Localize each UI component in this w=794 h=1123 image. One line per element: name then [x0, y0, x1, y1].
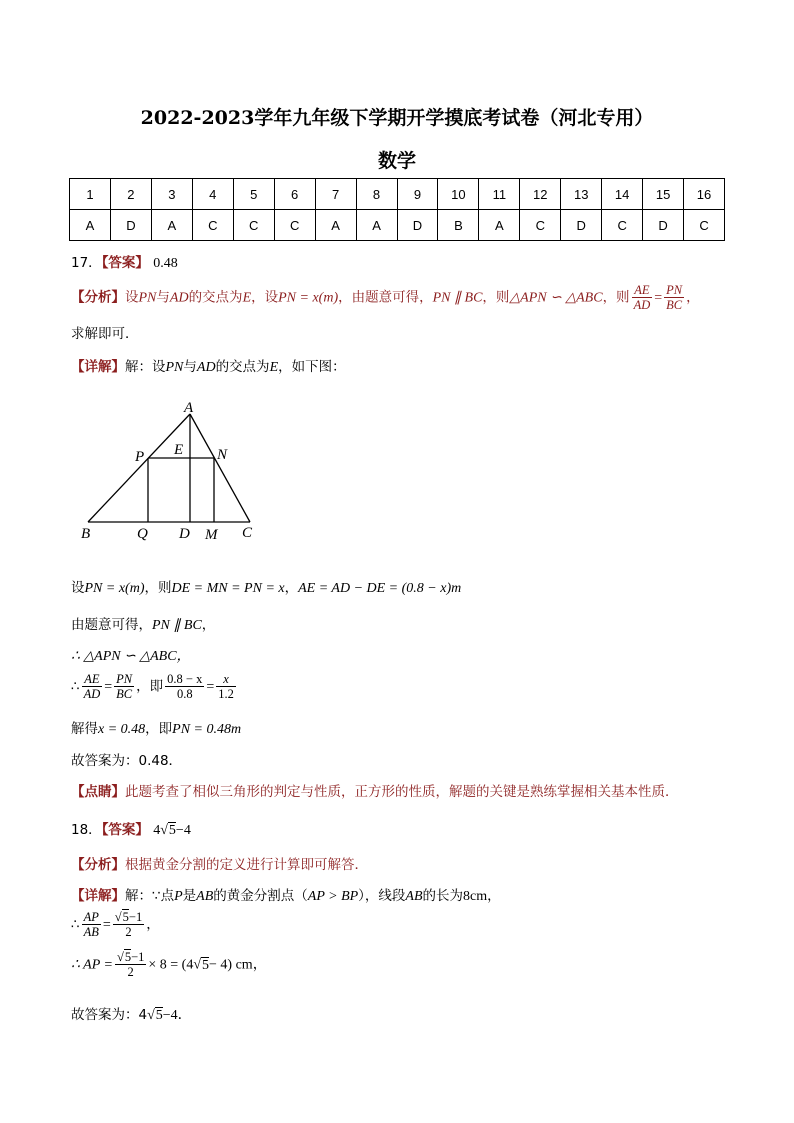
q17-final: 故答案为：0.48．: [71, 753, 183, 769]
math-pn-eq: PN = x(m): [278, 290, 339, 306]
q18-detail-text: ，: [487, 888, 501, 904]
q17-step-text: 由题意可得，: [71, 617, 152, 633]
q17-answer-tag: 【答案】: [101, 255, 149, 271]
answer-cell: C: [274, 210, 315, 241]
question-number-cell: 12: [520, 179, 561, 210]
q17-detail-tag: 【详解】: [71, 359, 125, 375]
q17-detail-text: ，如下图：: [278, 359, 346, 375]
question-number-cell: 6: [274, 179, 315, 210]
sqrt-radicand: 5: [122, 910, 129, 924]
q17-step2: [71, 613, 215, 634]
q18-detail-tag: 【详解】: [71, 888, 125, 904]
q17-point-text: 此题考查了相似三角形的判定与性质，正方形的性质，解题的关键是熟练掌握相关基本性质．: [125, 784, 679, 800]
answer-cell: C: [233, 210, 274, 241]
triangle-figure: [70, 392, 270, 552]
question-number-cell: 13: [561, 179, 602, 210]
question-number-cell: 16: [684, 179, 725, 210]
math-expression: ∴ AP =: [71, 957, 113, 973]
fraction: [114, 672, 134, 701]
q17-answer-line: [71, 251, 178, 272]
fraction-numerator: x: [216, 672, 236, 687]
q18-detail-text: 解：∵点: [125, 888, 175, 904]
q17-detail-text: 解：设: [125, 359, 166, 375]
q18-number: 18．: [71, 822, 102, 838]
fraction-numerator: 0.8 − x: [167, 672, 203, 686]
answer-table-answer-row: [70, 210, 725, 241]
q17-step-text: ，: [201, 617, 216, 633]
subject-title: 数学: [377, 150, 416, 172]
q17-step-text: 解得: [71, 721, 98, 737]
label-a: A: [184, 400, 194, 416]
answer-cell: A: [70, 210, 111, 241]
q17-analysis-line: 【分析】设PN与AD的交点为E，设PN = x(m)，由题意可得，PN ∥ BC，则△APN ∽ △ABC，则 $\frac{AE}{AD}$ = $\frac{PN}{BC}$ ，: [71, 283, 700, 312]
answer-cell: D: [561, 210, 602, 241]
fraction: [216, 672, 236, 701]
fraction-denominator: 2: [127, 965, 134, 979]
q18-detail-text: 的黄金分割点（: [213, 888, 308, 904]
math-expression: × 8 = (4: [148, 957, 194, 973]
q17-answer-value: 0.48: [153, 256, 178, 271]
math-pn: PN: [165, 360, 184, 375]
fraction-numerator: AE: [632, 283, 653, 298]
math-expression: DE = MN = PN = x: [171, 581, 285, 596]
q17-step5: [71, 717, 241, 738]
q18-detail-text: ），线段: [358, 888, 406, 904]
q17-step4: ∴ $\frac{AE}{AD}$ = $\frac{PN}{BC}$ ，即 $\frac{0.8 - x}{0.8}$ = $\frac{x}{1.2}$: [71, 672, 234, 701]
answer-table: [69, 178, 725, 241]
q18-final: 故答案为：4√5−4．: [71, 1007, 192, 1023]
q17-step-text: ，即: [136, 678, 164, 695]
fraction-numerator: PN: [666, 283, 683, 297]
figure-lines: [88, 414, 250, 522]
math-expression: AE = AD − DE = (0.8 − x)m: [298, 581, 462, 596]
q17-detail-text: 的交点为: [215, 359, 270, 375]
fraction: $\frac{√5-1}{2}$: [114, 910, 143, 939]
q17-detail-line: [71, 355, 346, 376]
question-number-cell: 2: [110, 179, 151, 210]
q17-analysis-text: 的交点为: [188, 289, 243, 306]
label-q: Q: [137, 526, 148, 542]
label-c: C: [242, 525, 253, 541]
label-b: B: [81, 526, 91, 542]
q17-analysis-text: ，则: [482, 289, 510, 306]
answer-cell: C: [602, 210, 643, 241]
sqrt-radicand: 5: [155, 1008, 163, 1023]
fraction: [82, 672, 103, 701]
label-m: M: [205, 527, 218, 543]
fraction-numerator-tail: −1: [128, 910, 143, 924]
answer-cell: C: [192, 210, 233, 241]
fraction-denominator: AD: [83, 687, 101, 701]
math-expression: PN = 0.48m: [172, 722, 242, 737]
math-condition: AP > BP: [307, 889, 359, 904]
math-expression: PN = x(m): [84, 581, 145, 596]
fraction-denominator: BC: [666, 298, 683, 312]
label-p: P: [135, 449, 145, 465]
fraction-denominator: AD: [633, 298, 651, 312]
q18-answer-value: −4: [175, 823, 191, 838]
math-expression: x = 0.48: [98, 722, 146, 737]
q17-step-text: 设: [71, 580, 85, 596]
q17-analysis-text: 设: [125, 289, 139, 306]
q17-number: 17．: [71, 255, 102, 271]
math-parallel: PN ∥ BC: [432, 290, 483, 306]
math-ab: AB: [405, 889, 423, 904]
label-e: E: [174, 442, 184, 458]
q17-point-tag: 【点睛】: [71, 784, 125, 800]
answer-cell: B: [438, 210, 479, 241]
answer-cell: C: [520, 210, 561, 241]
q18-answer-line: 18．【答案】 4√5−4: [71, 822, 191, 838]
q17-detail-text: 与: [183, 359, 197, 375]
sqrt-radicand: 5: [168, 823, 176, 838]
side-ab: [88, 414, 190, 522]
math-ab: AB: [196, 889, 214, 904]
q17-point-line: [71, 780, 679, 800]
math-p: P: [174, 889, 183, 904]
q18-analysis-text: 根据黄金分割的定义进行计算即可解答．: [125, 857, 368, 873]
fraction-denominator: AB: [83, 925, 99, 939]
question-number-cell: 8: [356, 179, 397, 210]
q18-final-text: 故答案为：4: [71, 1007, 148, 1023]
q17-step-text: ，即: [145, 721, 173, 737]
question-number-cell: 14: [602, 179, 643, 210]
sqrt-radicand: 5: [202, 957, 210, 973]
math-e: E: [269, 360, 279, 375]
page-title: 2022-2023学年九年级下学期开学摸底考试卷（河北专用）: [140, 107, 654, 129]
therefore-symbol: ∴: [71, 916, 80, 933]
answer-cell: A: [356, 210, 397, 241]
answer-cell: C: [684, 210, 725, 241]
q17-step-text: ，: [284, 580, 299, 596]
q18-step2: ∴ AP = $\frac{√5-1}{2}$ × 8 = (4√5− 4) cm，: [71, 950, 267, 979]
question-number-cell: 4: [192, 179, 233, 210]
fraction-denominator: 1.2: [218, 687, 234, 701]
q18-final-text: −4．: [162, 1008, 192, 1023]
math-ad: AD: [196, 360, 216, 375]
math-pn: PN: [138, 290, 157, 306]
label-d: D: [179, 526, 190, 542]
sqrt-radicand: 5: [124, 950, 132, 964]
fraction-numerator: AP: [83, 910, 99, 924]
q17-step1: [71, 576, 461, 597]
question-number-cell: 1: [70, 179, 111, 210]
q17-analysis-text: ，则: [602, 289, 630, 306]
q18-answer-value: 4: [153, 823, 161, 838]
fraction: $\frac{√5-1}{2}$: [116, 950, 145, 979]
fraction-denominator: BC: [116, 687, 133, 701]
answer-cell: A: [479, 210, 520, 241]
answer-cell: A: [315, 210, 356, 241]
q17-step3: ∴ △APN ∽ △ABC，: [71, 649, 191, 664]
fraction: [632, 283, 653, 312]
q18-step1: ∴ $\frac{AP}{AB}$ = $\frac{√5-1}{2}$ ，: [71, 910, 160, 939]
math-e: E: [242, 290, 252, 306]
fraction-denominator: 0.8: [176, 687, 193, 701]
fraction-numerator: AE: [82, 672, 103, 687]
question-number-cell: 10: [438, 179, 479, 210]
math-expression: − 4) cm，: [209, 957, 267, 973]
math-similar: △APN ∽ △ABC: [509, 290, 603, 306]
q18-answer-tag: 【答案】: [101, 822, 149, 838]
q17-analysis-text: ，: [686, 289, 700, 306]
question-number-cell: 9: [397, 179, 438, 210]
question-number-cell: 7: [315, 179, 356, 210]
q17-analysis-text: ，由题意可得，: [338, 289, 433, 306]
fraction: [165, 672, 204, 701]
answer-cell: A: [151, 210, 192, 241]
answer-cell: D: [397, 210, 438, 241]
q18-detail-line: [71, 884, 501, 905]
q17-analysis-line2: 求解即可．: [71, 326, 139, 342]
therefore-symbol: ∴: [71, 678, 80, 695]
fraction: [82, 910, 101, 939]
q18-analysis-tag: 【分析】: [71, 857, 125, 873]
q17-analysis-text: ，设: [251, 289, 279, 306]
side-ac: [190, 414, 250, 522]
fraction-denominator: 2: [125, 925, 132, 939]
math-length: 8cm: [463, 889, 488, 904]
question-number-cell: 3: [151, 179, 192, 210]
q18-step-text: ，: [146, 916, 160, 933]
label-n: N: [217, 447, 228, 463]
answer-cell: D: [110, 210, 151, 241]
question-number-cell: 15: [643, 179, 684, 210]
question-number-cell: 11: [479, 179, 520, 210]
answer-table-number-row: [70, 179, 725, 210]
q18-analysis-line: [71, 853, 368, 873]
answer-cell: D: [643, 210, 684, 241]
question-number-cell: 5: [233, 179, 274, 210]
q17-step-text: ，则: [144, 580, 172, 596]
fraction-numerator-tail: −1: [131, 950, 145, 964]
q18-detail-text: 的长为: [422, 888, 464, 904]
fraction-numerator: PN: [116, 672, 133, 686]
math-expression: PN ∥ BC: [152, 618, 202, 633]
fraction: [664, 283, 684, 312]
q18-detail-text: 是: [182, 888, 197, 904]
q17-analysis-text: 与: [156, 289, 170, 306]
math-ad: AD: [169, 290, 189, 306]
q17-analysis-tag: 【分析】: [71, 289, 125, 306]
